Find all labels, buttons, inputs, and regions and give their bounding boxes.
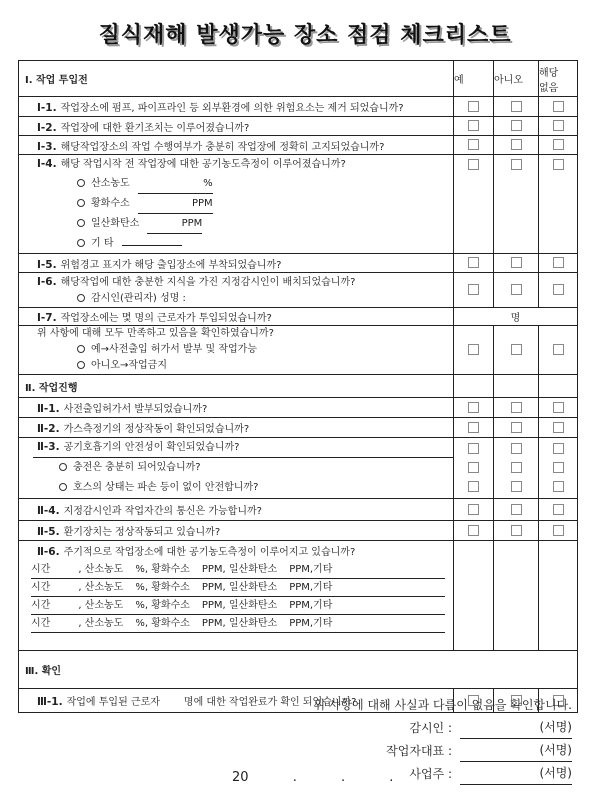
no-cell (494, 254, 539, 273)
no-checkbox[interactable] (511, 120, 522, 131)
na-checkbox[interactable] (553, 101, 564, 112)
na-cell (539, 326, 578, 375)
checkbox[interactable] (468, 443, 479, 454)
section-heading (19, 61, 454, 97)
date-dot: . (340, 770, 346, 785)
column-header-no (494, 61, 539, 97)
log-field-label: PPM, 일산화탄소 (201, 564, 278, 575)
na-cell (539, 541, 578, 651)
na-checkbox[interactable] (553, 120, 564, 131)
item-number: Ⅱ-4. (37, 505, 60, 517)
question-text (19, 521, 454, 541)
log-field-label: %, 황화수소 (135, 582, 190, 593)
no-cell (494, 541, 539, 651)
item-text: 위험경고 표지가 해당 출입장소에 부착되었습니까? (60, 259, 282, 271)
yes-checkbox[interactable] (468, 525, 479, 536)
sign-label: (서명) (539, 743, 572, 757)
circle-bullet-icon (77, 361, 85, 369)
item-text: 명에 대한 작업완료가 확인 되었습니까? (183, 697, 357, 708)
checkbox[interactable] (511, 462, 522, 473)
section-row (19, 375, 578, 398)
log-field-label: 시간 (31, 564, 51, 575)
log-field-label: 시간 (31, 582, 51, 593)
checklist-row (19, 326, 578, 375)
na-checkbox[interactable] (553, 257, 564, 268)
no-checkbox[interactable] (511, 101, 522, 112)
log-field-label: 시간 (31, 618, 51, 629)
no-cell (494, 117, 539, 136)
measurement-input[interactable] (138, 194, 213, 214)
log-field-label: , 산소농도 (78, 618, 124, 629)
checklist-row (19, 499, 578, 521)
question-text (19, 398, 454, 418)
item-text: 해당작업에 대한 충분한 지식을 가진 지정감시인이 배치되었습니까? (60, 276, 356, 288)
item-text: 해당작업장소의 작업 수행여부가 충분히 작업장에 정확히 고지되었습니까? (60, 141, 385, 153)
supervisor-name-label: 감시인(관리자) 성명 : (91, 292, 186, 304)
circle-bullet-icon (77, 179, 85, 187)
log-field-label: PPM,기타 (289, 582, 333, 593)
worker-count-field[interactable] (454, 308, 578, 326)
item-text: 해당 작업시작 전 작업장에 대한 공기농도측정이 이루어졌습니까? (60, 159, 346, 170)
section-row (19, 651, 578, 689)
sub-question: 호스의 상태는 파손 등이 없이 안전합니까? (73, 482, 259, 493)
na-checkbox[interactable] (553, 422, 564, 433)
log-field-label: PPM, 일산화탄소 (201, 582, 278, 593)
na-cell (539, 117, 578, 136)
signer-label: 사업주 : (409, 766, 452, 781)
no-cell (494, 418, 539, 438)
log-field-label: %, 황화수소 (135, 564, 190, 575)
no-cell (494, 521, 539, 541)
no-checkbox[interactable] (511, 139, 522, 150)
checklist-row (19, 117, 578, 136)
signer-label: 작업자대표 : (386, 743, 452, 758)
item-text: 지정감시인과 작업자간의 통신은 가능합니까? (63, 506, 262, 517)
no-cell (494, 438, 539, 499)
na-cell (539, 418, 578, 438)
no-checkbox[interactable] (511, 525, 522, 536)
measurement-unit: PPM (181, 218, 203, 229)
checklist-row (19, 136, 578, 155)
no-checkbox[interactable] (511, 159, 522, 170)
checklist-row (19, 273, 578, 308)
measurement-field (37, 174, 453, 194)
date-year: 20 (232, 770, 249, 785)
no-cell (494, 273, 539, 308)
item-number: Ⅰ-7. (37, 312, 57, 324)
na-cell (539, 136, 578, 155)
yes-cell (454, 398, 494, 418)
header-row (19, 61, 578, 97)
item-number: Ⅰ-1. (37, 102, 57, 114)
measurement-log-line[interactable] (31, 579, 445, 597)
no-cell (494, 499, 539, 521)
date-line (232, 770, 433, 785)
column-header-na (539, 61, 578, 97)
checkbox[interactable] (553, 443, 564, 454)
log-field-label: %, 황화수소 (135, 618, 190, 629)
checkbox[interactable] (468, 481, 479, 492)
question-text (19, 254, 454, 273)
no-cell (494, 97, 539, 117)
log-field-label: 시간 (31, 600, 51, 611)
checkbox[interactable] (511, 443, 522, 454)
yes-cell (454, 136, 494, 155)
measurement-unit: % (203, 178, 213, 189)
log-field-label: %, 황화수소 (135, 600, 190, 611)
item-number: Ⅱ-6. (37, 546, 60, 558)
section-2-heading: Ⅱ. 작업진행 (25, 382, 78, 394)
no-checkbox[interactable] (511, 422, 522, 433)
yes-checkbox[interactable] (468, 120, 479, 131)
yes-checkbox[interactable] (468, 101, 479, 112)
na-checkbox[interactable] (553, 402, 564, 413)
measurement-field (37, 194, 453, 214)
measurement-input[interactable] (122, 245, 182, 246)
signature-row (313, 716, 572, 739)
sign-label: (서명) (539, 766, 572, 780)
yes-cell (454, 117, 494, 136)
item-text: 주기적으로 작업장소에 대한 공기농도측정이 이루어지고 있습니까? (63, 547, 356, 558)
sub-question: 충전은 충분히 되어있습니까? (73, 462, 201, 473)
yes-cell (454, 438, 494, 499)
na-cell (539, 398, 578, 418)
header-na-2: 없음 (539, 82, 559, 94)
yes-cell (454, 155, 494, 254)
section-1-heading: Ⅰ. 작업 투입전 (25, 75, 88, 86)
yes-cell (454, 499, 494, 521)
column-header-yes (454, 61, 494, 97)
log-field-label: PPM, 일산화탄소 (201, 600, 278, 611)
item-text: 사전출입허가서 발부되었습니까? (63, 404, 208, 415)
confirm-text (19, 326, 454, 375)
checklist-row (19, 254, 578, 273)
measurement-log-line[interactable] (31, 615, 445, 633)
checklist-row (19, 398, 578, 418)
na-cell (539, 499, 578, 521)
item-number: Ⅱ-5. (37, 526, 60, 538)
checklist-row (19, 155, 578, 254)
question-text (19, 273, 454, 308)
yes-cell (454, 521, 494, 541)
header-yes: 예 (454, 75, 464, 86)
circle-bullet-icon (77, 345, 85, 353)
measurement-label: 황화수소 (91, 198, 130, 209)
no-cell (494, 155, 539, 254)
section-heading (19, 651, 578, 689)
log-field-label: PPM,기타 (289, 618, 333, 629)
item-number: Ⅱ-2. (37, 423, 60, 435)
question-text (19, 418, 454, 438)
item-number: Ⅱ-3. (37, 441, 60, 453)
na-cell (539, 521, 578, 541)
log-field-label: , 산소농도 (78, 582, 124, 593)
checklist-row (19, 97, 578, 117)
checklist-row (19, 418, 578, 438)
yes-cell (454, 273, 494, 308)
item-number: Ⅰ-4. (37, 158, 57, 170)
na-cell (539, 155, 578, 254)
log-field-label: PPM,기타 (289, 600, 333, 611)
measurement-label: 기 타 (91, 238, 114, 249)
no-cell (494, 375, 539, 398)
signature-field[interactable] (460, 762, 572, 785)
signature-field[interactable] (460, 739, 572, 762)
confirm-yes: 예→사전출입 허가서 발부 및 작업가능 (91, 344, 257, 355)
checklist-row (19, 521, 578, 541)
na-cell (539, 97, 578, 117)
no-checkbox[interactable] (511, 504, 522, 515)
yes-checkbox[interactable] (468, 402, 479, 413)
item-text: 작업에 투입된 근로자 (66, 697, 160, 708)
item-number: Ⅰ-2. (37, 121, 57, 134)
question-text (19, 438, 454, 499)
item-text: 공기호흡기의 안전성이 확인되었습니까? (63, 442, 240, 453)
yes-cell (454, 541, 494, 651)
measurement-input[interactable] (147, 214, 202, 234)
circle-bullet-icon (59, 483, 67, 491)
yes-cell (454, 97, 494, 117)
item-number: Ⅰ-5. (37, 258, 57, 271)
sign-label: (서명) (539, 720, 572, 734)
yes-checkbox[interactable] (468, 159, 479, 170)
na-checkbox[interactable] (553, 525, 564, 536)
no-checkbox[interactable] (511, 402, 522, 413)
na-checkbox[interactable] (553, 284, 564, 295)
no-cell (494, 136, 539, 155)
checkbox[interactable] (553, 481, 564, 492)
na-checkbox[interactable] (553, 344, 564, 355)
measurement-unit: PPM (191, 198, 213, 209)
checkbox[interactable] (553, 462, 564, 473)
yes-checkbox[interactable] (468, 422, 479, 433)
yes-cell (454, 326, 494, 375)
item-text: 환기장치는 정상작동되고 있습니까? (63, 527, 221, 538)
na-checkbox[interactable] (553, 504, 564, 515)
measurement-field (37, 214, 453, 234)
signature-field[interactable] (460, 716, 572, 739)
item-text: 작업장소에 펌프, 파이프라인 등 외부환경에 의한 위험요소는 제거 되었습니까? (60, 103, 404, 114)
section-3-heading: Ⅲ. 확인 (25, 666, 62, 677)
header-na-1: 해당 (539, 67, 559, 79)
date-dot: . (389, 770, 394, 785)
yes-checkbox[interactable] (468, 344, 479, 355)
checklist-row (19, 438, 578, 499)
no-checkbox[interactable] (511, 257, 522, 268)
item-number: Ⅲ-1. (37, 696, 63, 708)
periodic-measurement-cell (19, 541, 454, 651)
circle-bullet-icon (77, 239, 85, 247)
item-text: 작업장에 대한 환기조치는 이루어졌습니까? (60, 122, 250, 134)
item-number: Ⅰ-6. (37, 275, 57, 288)
yes-checkbox[interactable] (468, 504, 479, 515)
signer-label: 감시인 : (409, 720, 452, 735)
measurement-log-line[interactable] (31, 597, 445, 615)
log-field-label: PPM, 일산화탄소 (201, 618, 278, 629)
log-field-label: , 산소농도 (78, 600, 124, 611)
log-field-label: , 산소농도 (78, 564, 124, 575)
item-text: 가스측정기의 정상작동이 확인되었습니까? (63, 424, 250, 435)
question-text (19, 97, 454, 117)
na-checkbox[interactable] (553, 159, 564, 170)
measurement-input[interactable] (138, 174, 213, 194)
circle-bullet-icon (59, 463, 67, 471)
log-field-label: PPM,기타 (289, 564, 333, 575)
checkbox[interactable] (468, 462, 479, 473)
checklist-row (19, 541, 578, 651)
no-checkbox[interactable] (511, 284, 522, 295)
checklist-table (18, 60, 578, 713)
confirmation-statement: 위 사항에 대해 사실과 다름이 없음을 확인합니다. (313, 698, 572, 712)
question-text (19, 136, 454, 155)
measurement-field (37, 234, 453, 253)
yes-checkbox[interactable] (468, 257, 479, 268)
measurement-log-line[interactable] (31, 561, 445, 579)
no-cell (494, 326, 539, 375)
date-dot: . (292, 770, 297, 785)
circle-bullet-icon (77, 219, 85, 227)
no-cell (494, 398, 539, 418)
worker-count-unit: 명 (510, 313, 521, 324)
circle-bullet-icon (77, 294, 85, 302)
air-measurement-cell (19, 155, 454, 254)
question-text (19, 308, 454, 326)
question-text (19, 499, 454, 521)
measurement-label: 산소농도 (91, 178, 130, 189)
item-number: Ⅱ-1. (37, 403, 60, 415)
header-no: 아니오 (494, 75, 523, 86)
yes-checkbox[interactable] (468, 139, 479, 150)
question-text (19, 117, 454, 136)
no-checkbox[interactable] (511, 344, 522, 355)
yes-checkbox[interactable] (468, 284, 479, 295)
signature-row (313, 739, 572, 762)
na-cell (539, 273, 578, 308)
checklist-row (19, 308, 578, 326)
yes-cell (454, 375, 494, 398)
na-checkbox[interactable] (553, 139, 564, 150)
na-cell (539, 438, 578, 499)
circle-bullet-icon (77, 199, 85, 207)
na-cell (539, 254, 578, 273)
na-cell (539, 375, 578, 398)
item-text: 작업장소에는 몇 명의 근로자가 투입되었습니까? (60, 313, 272, 324)
confirm-no: 아니오→작업금지 (91, 360, 167, 371)
yes-cell (454, 254, 494, 273)
checkbox[interactable] (511, 481, 522, 492)
item-number: Ⅰ-3. (37, 140, 57, 153)
yes-cell (454, 418, 494, 438)
section-heading (19, 375, 454, 398)
confirm-question: 위 사항에 대해 모두 만족하고 있음을 확인하였습니까? (37, 328, 274, 339)
measurement-label: 일산화탄소 (91, 218, 140, 229)
page-title: 질식재해 발생가능 장소 점검 체크리스트 (98, 23, 512, 48)
